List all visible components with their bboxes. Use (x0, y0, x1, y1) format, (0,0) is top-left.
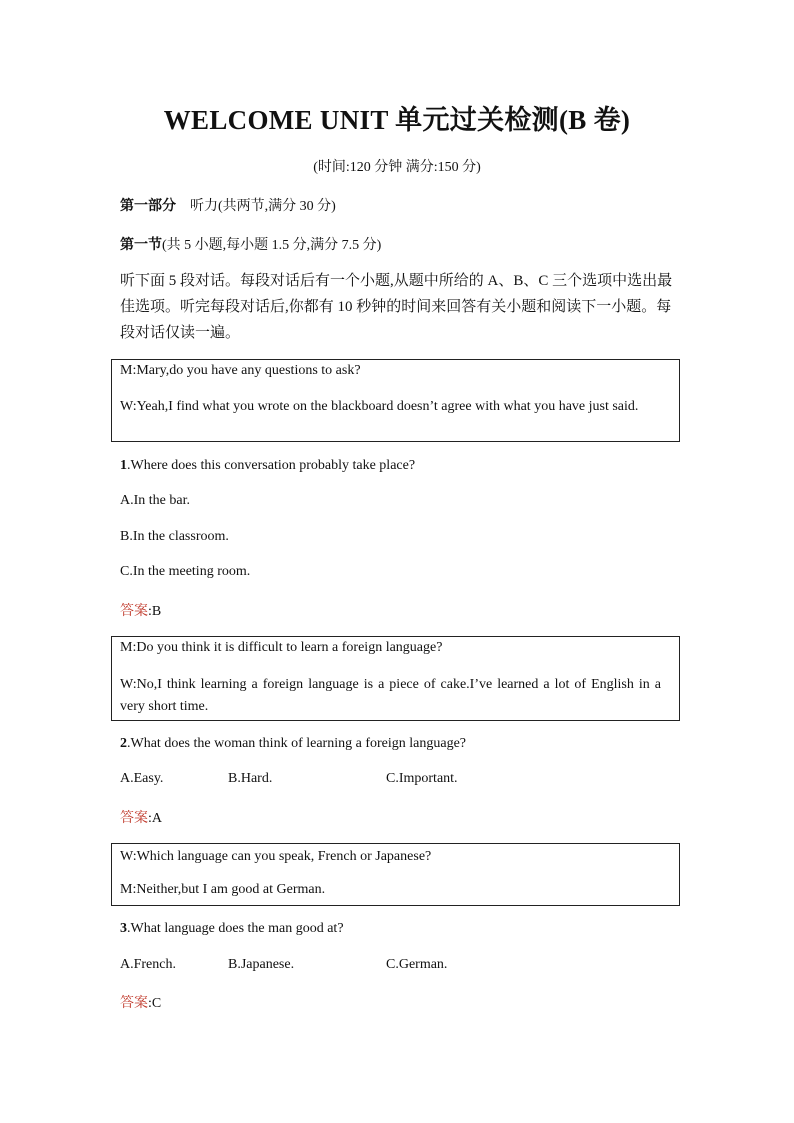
dialogue-box-1 (111, 359, 680, 442)
section-one-label: 第一节 (120, 238, 162, 253)
dialogue-box-3 (111, 843, 680, 906)
answer-label: 答案 (120, 811, 148, 826)
answer-label: 答案 (120, 604, 148, 619)
option-a: A.French. (120, 957, 176, 972)
question-3 (120, 921, 344, 937)
option-b: B.In the classroom. (120, 529, 229, 544)
exam-time-score: (时间:120 分钟 满分:150 分) (313, 160, 481, 175)
option-a: A.Easy. (120, 771, 164, 786)
dialogue-box-2 (111, 636, 680, 721)
option-a: A.In the bar. (120, 493, 190, 508)
dialogue-line: W:Yeah,I find what you wrote on the blackboard doesn’t agree with what you have just said. (120, 399, 639, 414)
option-c: C.German. (386, 957, 448, 972)
option-c: C.Important. (386, 771, 458, 786)
document-title: WELCOME UNIT 单元过关检测(B 卷) (163, 105, 631, 135)
question-text: .What language does the man good at? (127, 921, 344, 936)
option-b: B.Hard. (228, 771, 273, 786)
answer-value: :A (148, 811, 162, 826)
answer-3 (120, 992, 161, 1012)
part-one-text: 听力(共两节,满分 30 分) (190, 199, 336, 214)
dialogue-line: M:Neither,but I am good at German. (120, 882, 326, 897)
answer-label: 答案 (120, 996, 148, 1011)
answer-2 (120, 807, 162, 827)
question-2 (120, 736, 466, 752)
question-number: 2 (120, 736, 127, 751)
dialogue-line: M:Mary,do you have any questions to ask? (120, 363, 361, 378)
section-one-heading (120, 234, 381, 254)
dialogue-line: W:No,I think learning a foreign language is a piece of cake.I’ve learned a lot of English in a very short time. (120, 677, 661, 714)
answer-1 (120, 600, 161, 620)
question-1 (120, 458, 415, 474)
answer-value: :B (148, 604, 162, 619)
option-c: C.In the meeting room. (120, 564, 251, 579)
listening-instructions: 听下面 5 段对话。每段对话后有一个小题,从题中所给的 A、B、C 三个选项中选出最佳选项。听完每段对话后,你都有 10 秒钟的时间来回答有关小题和阅读下一小题。每段对话仅读一遍。 (120, 273, 673, 341)
question-text: .What does the woman think of learning a foreign language? (127, 736, 466, 751)
dialogue-line: W:Which language can you speak, French or Japanese? (120, 849, 432, 864)
question-text: .Where does this conversation probably take place? (127, 458, 416, 473)
option-b: B.Japanese. (228, 957, 295, 972)
part-one-label: 第一部分 (120, 199, 176, 214)
answer-value: :C (148, 996, 162, 1011)
part-one-heading (120, 195, 336, 215)
question-number: 3 (120, 921, 127, 936)
dialogue-line: M:Do you think it is difficult to learn a foreign language? (120, 640, 443, 655)
section-one-text: (共 5 小题,每小题 1.5 分,满分 7.5 分) (162, 238, 382, 253)
question-number: 1 (120, 458, 127, 473)
